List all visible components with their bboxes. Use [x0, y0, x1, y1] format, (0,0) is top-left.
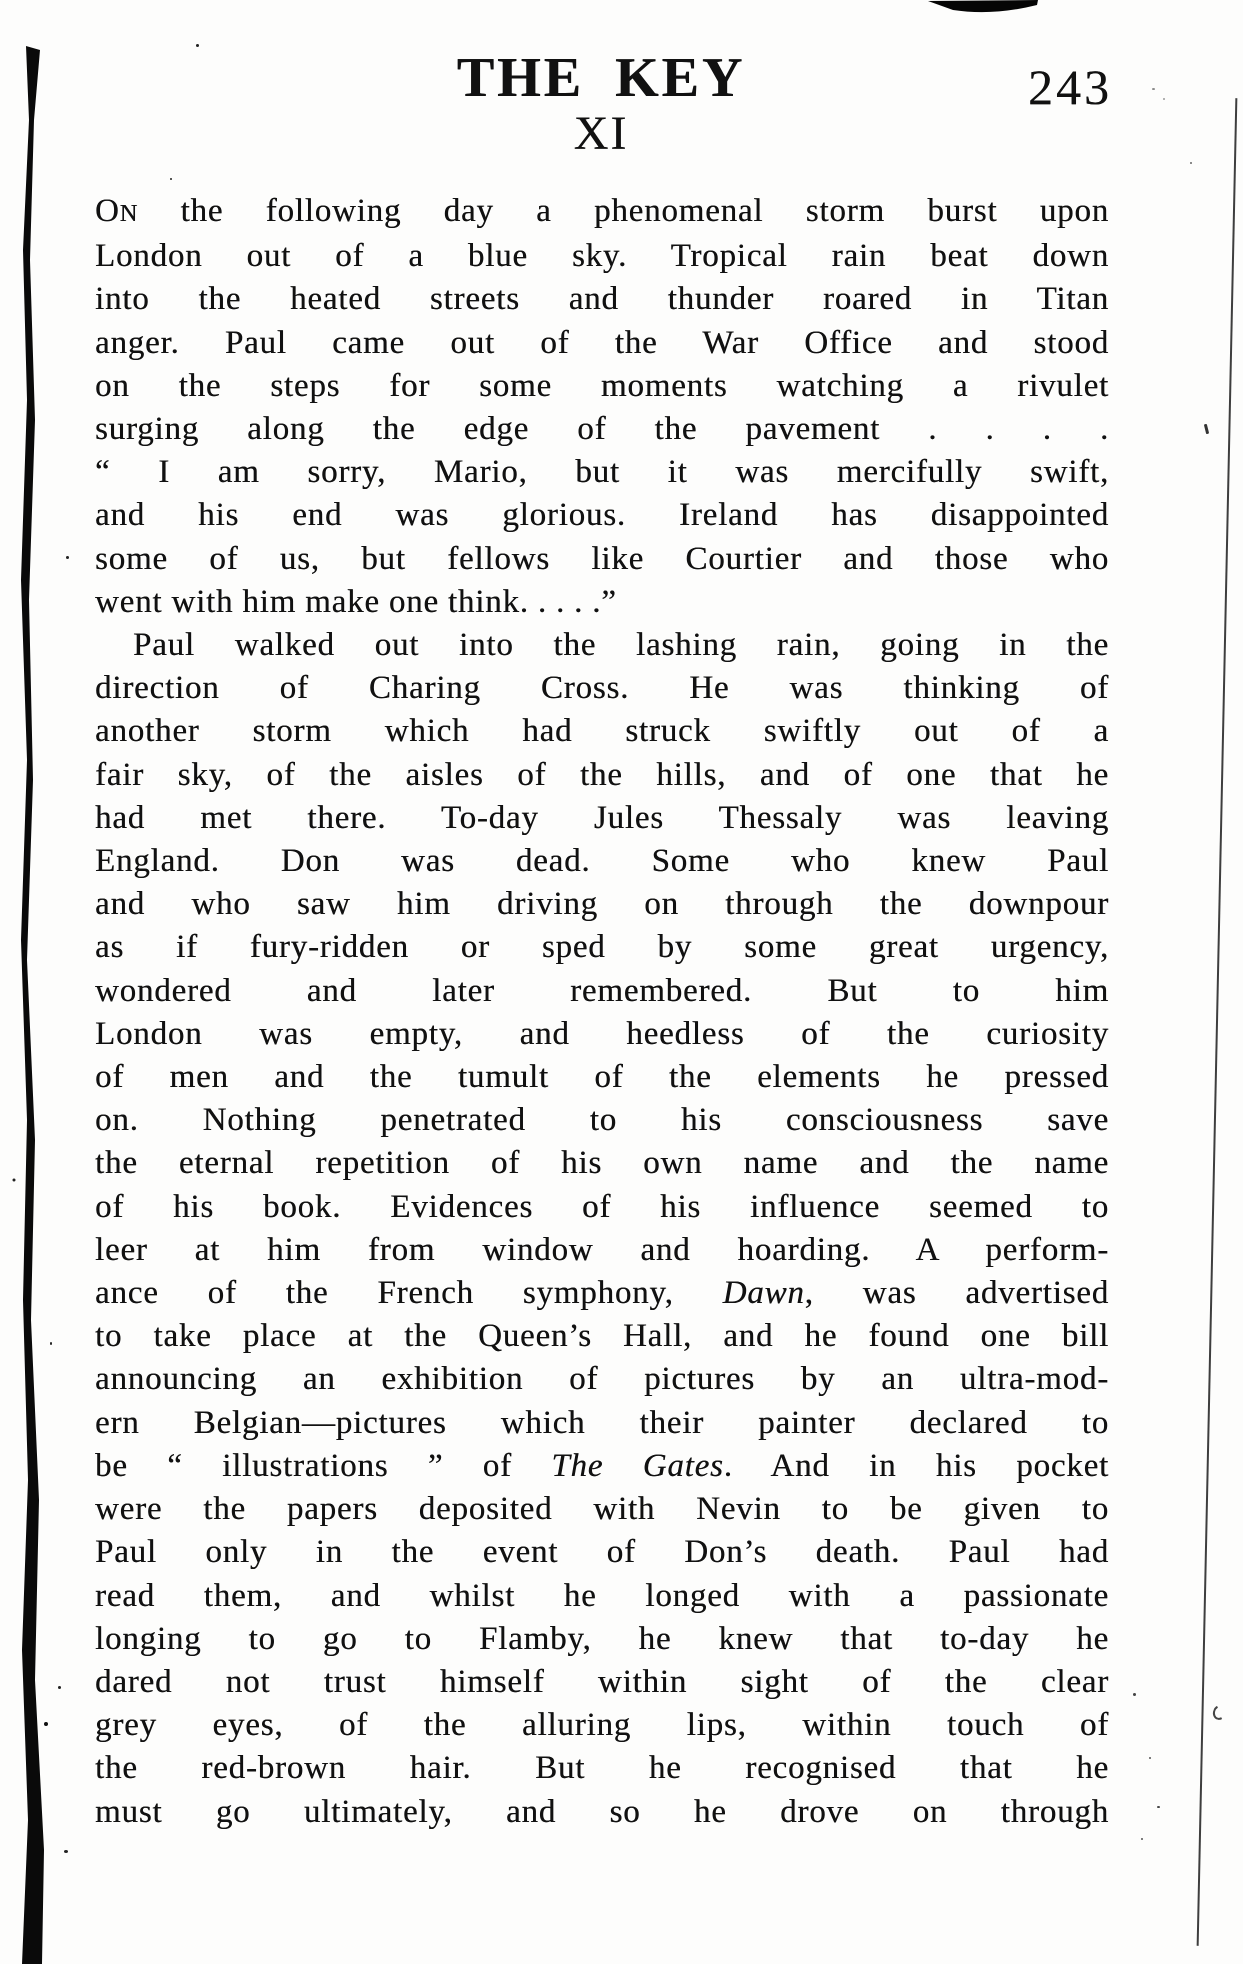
text-segment: must go ultimately, and so he drove on through [95, 1793, 1109, 1830]
text-segment: dared not trust himself within sight of the clear [95, 1663, 1109, 1700]
text-segment: England. Don was dead. Some who knew Paul [95, 843, 1109, 880]
page-title: THE KEY [456, 47, 746, 109]
speckle [66, 556, 69, 559]
speckle [1152, 88, 1155, 90]
text-segment: London out of a blue sky. Tropical rain beat down [95, 238, 1109, 275]
text-segment: anger. Paul came out of the War Office and stood [95, 324, 1109, 361]
page-number: 243 [1028, 59, 1112, 115]
speckle [196, 44, 199, 47]
text-line [95, 278, 1109, 321]
speckle [64, 1850, 68, 1853]
text-segment: on. Nothing penetrated to his consciousness save [95, 1102, 1109, 1139]
text-line [95, 1315, 1109, 1358]
text-segment: as if fury-ridden or sped by some great urgency, [95, 929, 1109, 966]
text-segment: went with him make one think. . . . .” [95, 583, 617, 620]
text-line [95, 667, 1109, 710]
text-line [95, 1445, 1109, 1488]
text-line [95, 840, 1109, 883]
text-line [95, 451, 1109, 494]
text-segment: ern Belgian—pictures which their painter declared to [95, 1404, 1109, 1441]
text-line [95, 1056, 1109, 1099]
text-line [95, 754, 1109, 797]
text-segment: , was advertised [804, 1275, 1109, 1312]
text-line [95, 883, 1109, 926]
speckle [1141, 1838, 1143, 1840]
text-line [95, 1661, 1109, 1704]
text-segment: Paul walked out into the lashing rain, going in the [133, 627, 1109, 664]
text-segment: fair sky, of the aisles of the hills, and of one that he [95, 756, 1109, 793]
text-segment: some of us, but fellows like Courtier and those who [95, 540, 1109, 577]
text-segment: be “ illustrations ” of [95, 1447, 552, 1484]
text-line [95, 624, 1109, 667]
text-line [95, 1531, 1109, 1574]
text-line [95, 926, 1109, 969]
scan-smudge-icon [925, 0, 1040, 20]
text-line [95, 710, 1109, 753]
speckle [58, 1686, 61, 1689]
paragraph [95, 190, 1109, 624]
speckle [1133, 1693, 1136, 1696]
text-line [95, 1575, 1109, 1618]
text-segment: . And in his pocket [723, 1447, 1109, 1484]
text-segment: to take place at the Queen’s Hall, and he found one bill [95, 1318, 1109, 1355]
text-segment: read them, and whilst he longed with a passionate [95, 1577, 1109, 1614]
text-line [95, 1229, 1109, 1272]
text-segment: direction of Charing Cross. He was thinking of [95, 670, 1109, 707]
text-segment: another storm which had struck swiftly out of a [95, 713, 1109, 750]
text-segment: Paul only in the event of Don’s death. Paul had [95, 1534, 1109, 1571]
text-line [95, 1099, 1109, 1142]
text-line [95, 797, 1109, 840]
text-line [95, 408, 1109, 451]
text-segment: of men and the tumult of the elements he pressed [95, 1059, 1109, 1096]
speckle [170, 178, 172, 180]
text-line [95, 235, 1109, 278]
text-line [95, 1402, 1109, 1445]
text-segment: and his end was glorious. Ireland has disappointed [95, 497, 1109, 534]
text-segment: grey eyes, of the alluring lips, within touch of [95, 1707, 1109, 1744]
text-line [95, 190, 1109, 235]
paragraph [95, 624, 1109, 1834]
text-line [95, 1272, 1109, 1315]
text-segment: announcing an exhibition of pictures by an ultra-mod- [95, 1361, 1109, 1398]
text-segment: of his book. Evidences of his influence seemed to [95, 1188, 1109, 1225]
text-segment: had met there. To-day Jules Thessaly was leaving [95, 799, 1109, 836]
text-segment: were the papers deposited with Nevin to be given to [95, 1491, 1109, 1528]
text-line [95, 494, 1109, 537]
small-cap-text: N [119, 200, 139, 227]
text-segment: leer at him from window and hoarding. A perform- [95, 1231, 1109, 1268]
text-segment: longing to go to Flamby, he knew that to-day he [95, 1620, 1109, 1657]
text-line [95, 1488, 1109, 1531]
text-line [95, 1142, 1109, 1185]
text-segment: ance of the French symphony, [95, 1275, 723, 1312]
text-segment: on the steps for some moments watching a rivulet [95, 367, 1109, 404]
text-line [95, 365, 1109, 408]
text-line [95, 1618, 1109, 1661]
speckle [50, 1342, 52, 1345]
text-segment: “ I am sorry, Mario, but it was mercifully swift, [95, 454, 1109, 491]
text-segment: into the heated streets and thunder roared in Titan [95, 281, 1109, 318]
text-line [95, 1704, 1109, 1747]
speckle [1190, 162, 1192, 164]
text-line [95, 581, 1109, 624]
text-line [95, 1747, 1109, 1790]
italic-text: The Gates [551, 1447, 724, 1484]
italic-text: Dawn [722, 1275, 805, 1312]
binding-shadow [0, 0, 60, 1964]
speckle [1149, 1757, 1151, 1759]
text-line [95, 322, 1109, 365]
text-segment: wondered and later remembered. But to him [95, 972, 1109, 1009]
text-line [95, 1791, 1109, 1834]
text-segment: London was empty, and heedless of the curiosity [95, 1015, 1109, 1052]
text-line [95, 538, 1109, 581]
page-body [95, 190, 1109, 1834]
text-line [95, 1186, 1109, 1229]
chapter-heading: XI [573, 107, 629, 160]
text-line [95, 1013, 1109, 1056]
scan-edge-line [1197, 98, 1238, 1946]
text-segment: the following day a phenomenal storm burst upon [138, 193, 1109, 229]
text-segment: the red-brown hair. But he recognised that he [95, 1750, 1109, 1787]
speckle [1163, 98, 1165, 100]
text-line [95, 1358, 1109, 1401]
text-segment: O [95, 193, 120, 229]
text-line [95, 970, 1109, 1013]
text-segment: surging along the edge of the pavement . . . . [95, 411, 1109, 448]
scan-mark [1204, 424, 1209, 434]
scan-mark [1211, 1703, 1228, 1721]
text-segment: the eternal repetition of his own name and the name [95, 1145, 1109, 1182]
speckle [1157, 1806, 1160, 1808]
text-segment: and who saw him driving on through the downpour [95, 886, 1109, 923]
